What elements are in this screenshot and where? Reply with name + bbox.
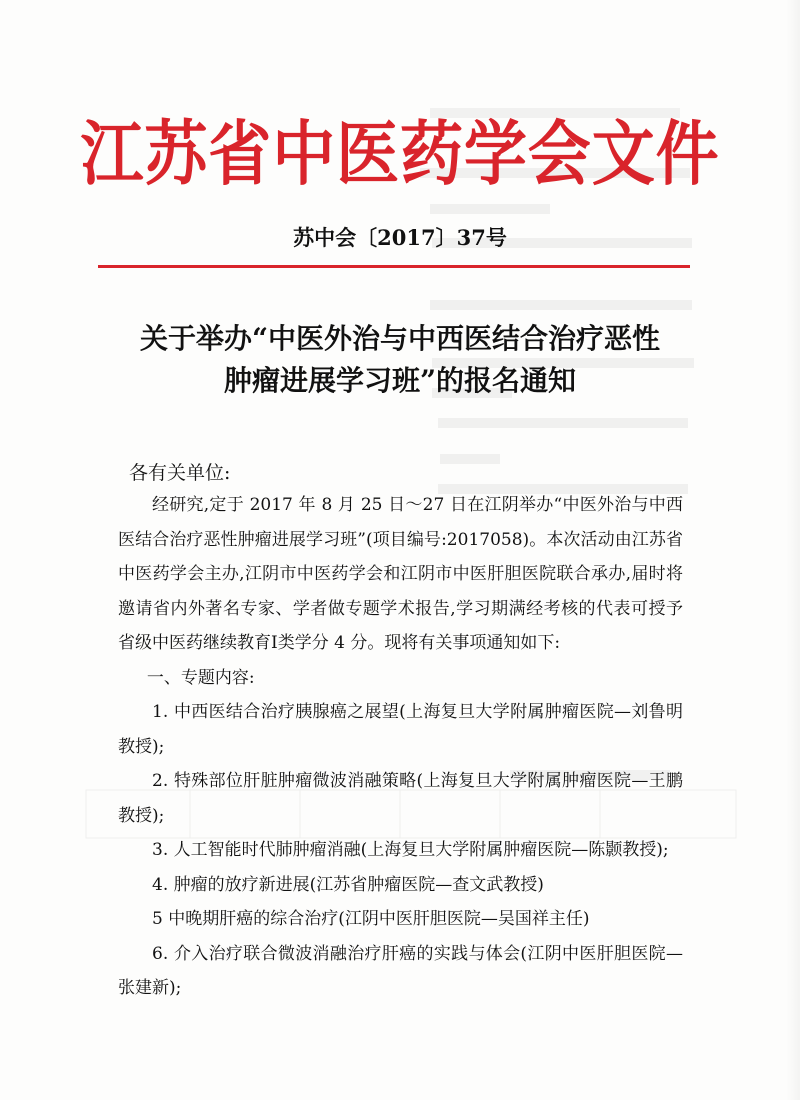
scan-edge-shadow (786, 0, 800, 1100)
document-subject (0, 318, 800, 402)
subject-line-1: 关于举办“中医外治与中西医结合治疗恶性 (139, 322, 661, 355)
document-number: 苏中会〔2017〕37号 (293, 225, 507, 250)
subject-line-2: 肿瘤进展学习班”的报名通知 (223, 364, 577, 397)
topic-item: 2. 特殊部位肝脏肿瘤微波消融策略(上海复旦大学附属肿瘤医院—王鹏教授); (118, 771, 683, 826)
intro-paragraph: 经研究,定于 2017 年 8 月 25 日～27 日在江阴举办“中医外治与中西医结合治疗恶性肿瘤进展学习班”(项目编号:2017058)。本次活动由江苏省中医药学会主办,江阴市中医药学会和江阴市中医肝胆医院联合承办,届时将邀请省内外著名专家、学者做专题学术报告,学习期满经考核的代表可授予省级中医药继续教育Ⅰ类学分 4 分。现将有关事项通知如下: (118, 495, 683, 653)
header-red-divider (98, 265, 690, 268)
topic-item: 3. 人工智能时代肺肿瘤消融(上海复旦大学附属肿瘤医院—陈颢教授); (152, 840, 669, 860)
document-header-title: 江苏省中医药学会文件 (80, 112, 720, 195)
topic-item: 4. 肿瘤的放疗新进展(江苏省肿瘤医院—查文武教授) (152, 874, 544, 895)
section-heading-topics: 一、专题内容: (146, 667, 255, 688)
salutation: 各有关单位: (129, 462, 231, 484)
topic-item: 1. 中西医结合治疗胰腺癌之展望(上海复旦大学附属肿瘤医院—刘鲁明教授); (118, 702, 683, 757)
topic-item: 6. 介入治疗联合微波消融治疗肝癌的实践与体会(江阴中医肝胆医院—张建新); (118, 943, 683, 998)
document-body (118, 488, 683, 1006)
topic-item: 5 中晚期肝癌的综合治疗(江阴中医肝胆医院—吴国祥主任) (152, 909, 590, 929)
